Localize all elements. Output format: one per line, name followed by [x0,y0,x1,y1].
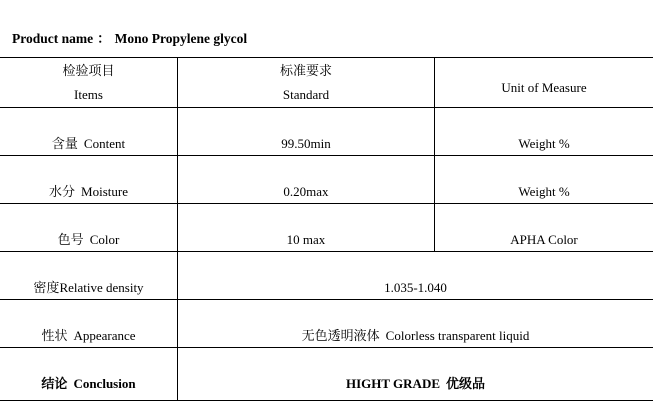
item-en: Moisture [81,184,128,200]
product-name-line [12,27,247,47]
item-zh: 密度 [33,280,60,296]
merged-value-cell [178,300,654,348]
unit-cell [435,156,654,204]
table-header-row [0,58,653,108]
item-cell [0,204,178,252]
product-name-separator: ： [97,31,111,46]
table-row [0,204,653,252]
item-cell [0,156,178,204]
table-row [0,300,653,348]
item-zh: 含量 [51,136,78,152]
unit-value: Weight % [518,136,570,152]
table-row [0,108,653,156]
item-cell [0,300,178,348]
header-items-cell [0,58,178,108]
specification-table [0,57,653,401]
item-en: Appearance [73,328,136,344]
product-name-value: Mono Propylene glycol [114,31,248,46]
standard-value: 0.20max [283,184,329,200]
density-value: 1.035-1.040 [384,280,447,296]
standard-value: 99.50min [281,136,331,152]
appearance-value-en: Colorless transparent liquid [385,328,530,344]
item-en: Color [89,232,120,248]
item-en: Relative density [59,280,144,296]
header-standard-zh: 标准要求 [279,62,332,78]
conclusion-row [0,348,653,401]
appearance-value-zh: 无色透明液体 [301,328,380,344]
item-en: Content [83,136,126,152]
merged-value-cell [178,252,654,300]
conclusion-value-en: HIGHT GRADE [345,376,440,392]
header-unit-cell [435,58,654,108]
header-items-zh: 检验项目 [62,62,115,78]
unit-value: Weight % [518,184,570,200]
unit-value: APHA Color [510,232,578,248]
conclusion-label-cell [0,348,178,401]
item-zh: 水分 [49,184,76,200]
header-unit-label: Unit of Measure [501,79,587,95]
item-cell [0,108,178,156]
header-standard-cell [178,58,435,108]
conclusion-label-en: Conclusion [73,376,136,392]
standard-value: 10 max [286,232,326,248]
table-row [0,156,653,204]
standard-cell [178,156,435,204]
standard-cell [178,204,435,252]
unit-cell [435,108,654,156]
standard-cell [178,108,435,156]
product-name-label: Product name [12,31,94,46]
item-zh: 性状 [41,328,68,344]
conclusion-value-zh: 优级品 [446,376,486,392]
unit-cell [435,204,654,252]
conclusion-label-zh: 结论 [41,376,68,392]
header-items-en: Items [74,86,103,102]
conclusion-value-cell [178,348,654,401]
item-zh: 色号 [57,232,84,248]
header-standard-en: Standard [282,86,330,102]
item-cell [0,252,178,300]
table-row [0,252,653,300]
